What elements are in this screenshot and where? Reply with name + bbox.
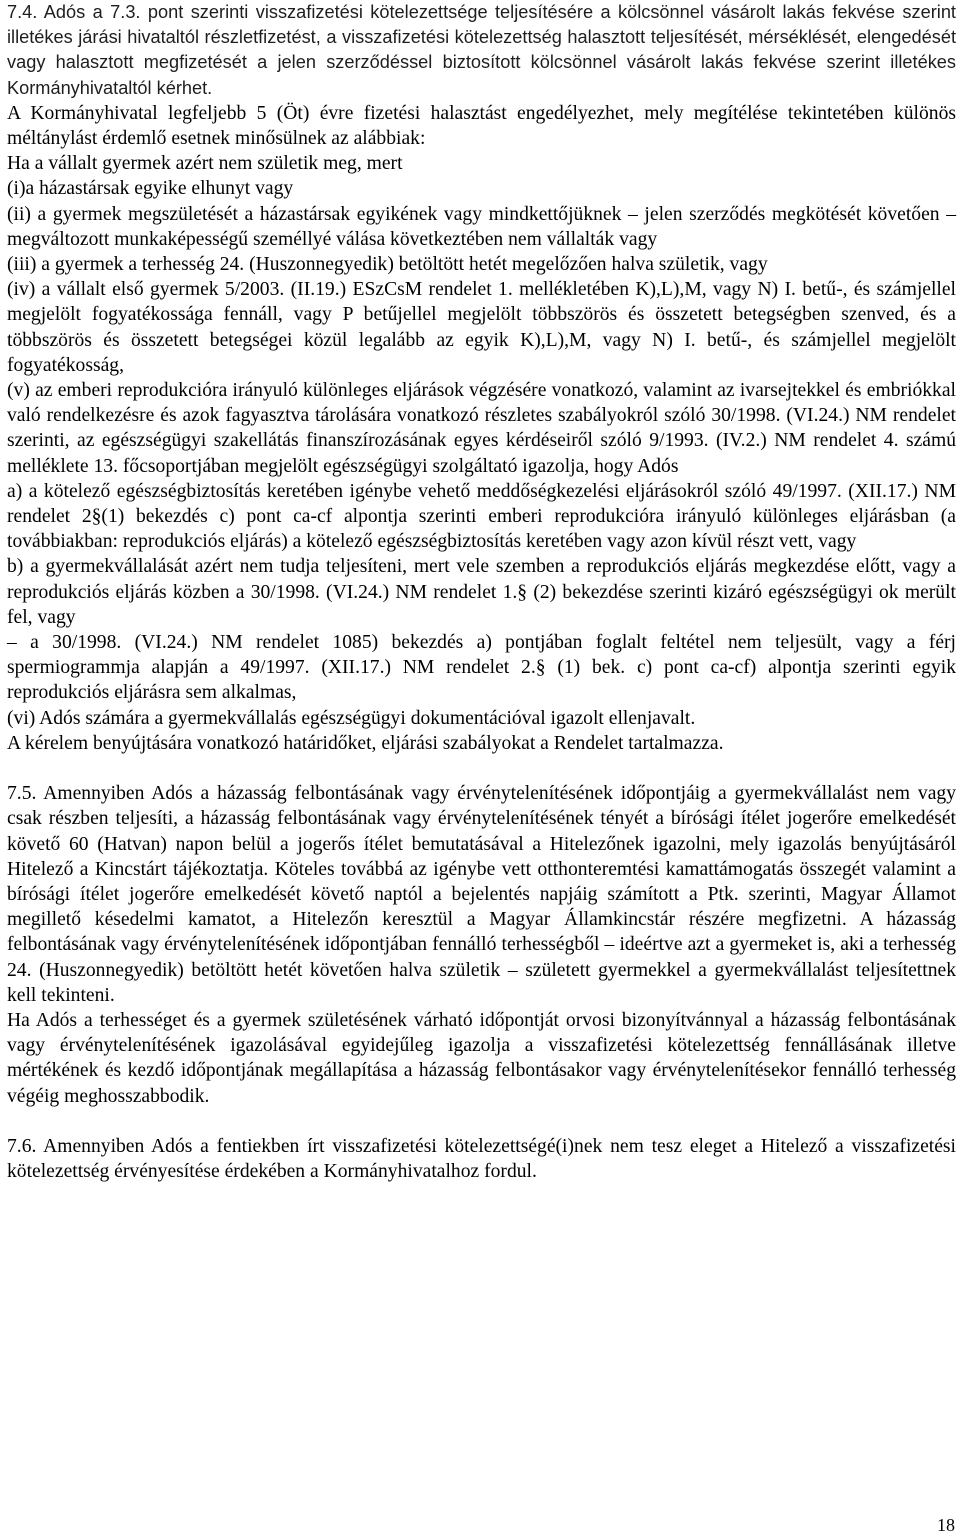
section-7-5-paragraph: Ha Adós a terhességet és a gyermek születésének várható időpontját orvosi bizonyítvánnyal a házasság felbontásának vagy érvénytelenítésének igazolásával egyidejűleg igazolja a visszafizetési kötelezettség fennállásának illetve mértékének és kezdő időpontjának megállapítása a házasság felbontásakor vagy érvénytelenítésekor fennálló terhesség végéig meghosszabbodik.: [7, 1009, 956, 1107]
paragraph-spacer: [7, 756, 956, 781]
section-7-4-list-item: (v) az emberi reprodukcióra irányuló különleges eljárások végzésére vonatkozó, valamint az ivarsejtekkel és embriókkal való rendelkezésre és azok fagyasztva tárolására vonatkozó részletes szabályokról szóló 30/1998. (VI.24.) NM rendelet szerinti, az egészségügyi szakellátás finanszírozásának egyes kérdéseiről szóló 9/1993. (IV.2.) NM rendelet 4. számú melléklete 13. főcsoportjában megjelölt egészségügyi szolgáltató igazolja, hogy Adós: [7, 380, 956, 477]
document-page: [7, 0, 956, 1184]
section-7-4-intro: 7.4. Adós a 7.3. pont szerinti visszafizetési kötelezettsége teljesítésére a kölcsönnel vásárolt lakás fekvése szerint illetékes járási hivataltól részletfizetést, a visszafizetési kötelezettség halasztott teljesítését, mérséklését, elengedését vagy halasztott megfizetését a jelen szerződéssel biztosított kölcsönnel vásárolt lakás fekvése szerint illetékes Kormányhivataltól kérhet.: [7, 2, 956, 98]
section-7-4-sub-item: – a 30/1998. (VI.24.) NM rendelet 1085) bekezdés a) pontjában foglalt feltétel nem teljesült, vagy a férj spermiogrammja alapján a 49/1997. (XII.17.) NM rendelet 2.§ (1) bek. c) pont ca-cf) alpontja szerinti egyik reprodukciós eljárásra sem alkalmas,: [7, 632, 956, 704]
section-7-4-sub-item: a) a kötelező egészségbiztosítás keretében igénybe vehető meddőségkezelési eljárásokról szóló 49/1997. (XII.17.) NM rendelet 2§(1) bekezdés c) pont ca-cf alpontja szerinti emberi reprodukcióra irányuló különleges eljárásban (a továbbiakban: reprodukciós eljárás) a kötelező egészségbiztosítás keretében vagy azon kívül részt vett, vagy: [7, 480, 956, 553]
section-7-4-list-item: (iii) a gyermek a terhesség 24. (Huszonnegyedik) betöltött hetét megelőzően halva születik, vagy: [7, 254, 768, 276]
section-7-4-list-item: (vi) Adós számára a gyermekvállalás egészségügyi dokumentációval igazolt ellenjavalt.: [7, 707, 696, 729]
section-7-4-list-item: (iv) a vállalt első gyermek 5/2003. (II.19.) ESzCsM rendelet 1. mellékletében K),L),M, vagy N) I. betű-, és számjellel megjelölt fogyatékossága fennáll, vagy P betűjellel megjelölt többszörös és összetett betegségben szenved, és a többszörös és összetett betegségei közül legalább az egyik K),L),M, vagy N) I. betű-, és számjellel megjelölt fogyatékosság,: [7, 279, 956, 376]
section-7-4-paragraph: Ha a vállalt gyermek azért nem születik meg, mert: [7, 153, 403, 175]
section-7-4-sub-item: b) a gyermekvállalását azért nem tudja teljesíteni, mert vele szemben a reprodukciós eljárás megkezdése előtt, vagy a reprodukciós eljárás közben a 30/1998. (VI.24.) NM rendelet 1.§ (2) bekezdése szerinti kizáró egészségügyi ok merült fel, vagy: [7, 556, 956, 628]
section-7-5-paragraph: 7.5. Amennyiben Adós a házasság felbontásának vagy érvénytelenítésének időpontjáig a gyermekvállalást nem vagy csak részben teljesíti, a házasság felbontásának vagy érvénytelenítésének tényét a bírósági ítélet jogerőre emelkedését követő 60 (Hatvan) napon belül a jogerős ítélet bemutatásával a Hitelezőnek igazolni, mely igazolás benyújtásáról Hitelező a Kincstárt tájékoztatja. Köteles továbbá az igénybe vett otthonteremtési kamattámogatás összegét valamint a bírósági ítélet jogerőre emelkedését követő naptól a bejelentés napjáig számított a Ptk. szerinti, Magyar Államot megillető késedelmi kamatot, a Hitelezőn keresztül a Magyar Államkincstár részére megfizetni. A házasság felbontásának vagy érvénytelenítésének időpontjában fennálló terhességből – ideértve azt a gyermeket is, aki a terhesség 24. (Huszonnegyedik) betöltött hetét követően halva születik – született gyermekkel a gyermekvállalást teljesítettnek kell tekinteni.: [7, 783, 956, 1006]
section-7-4-intro-block: [7, 0, 956, 101]
paragraph-spacer: [7, 1109, 956, 1134]
section-7-4-list-item: (i)a házastársak egyike elhunyt vagy: [7, 178, 294, 200]
section-7-4-paragraph: A kérelem benyújtására vonatkozó határidőket, eljárási szabályokat a Rendelet tartalmazza.: [7, 732, 724, 754]
section-7-6-paragraph: 7.6. Amennyiben Adós a fentiekben írt visszafizetési kötelezettségé(i)nek nem tesz eleget a Hitelező a visszafizetési kötelezettség érvényesítése érdekében a Kormányhivatalhoz fordul.: [7, 1135, 956, 1182]
page-number: 18: [937, 1515, 955, 1535]
section-7-4-paragraph: A Kormányhivatal legfeljebb 5 (Öt) évre fizetési halasztást engedélyezhet, mely megítélése tekintetében különös méltánylást érdemlő esetnek minősülnek az alábbiak:: [7, 102, 956, 150]
section-7-4-list-item: (ii) a gyermek megszületését a házastársak egyikének vagy mindkettőjüknek – jelen szerződés megkötését követően – megváltozott munkaképességű személlyé válása következtében nem vállalták vagy: [7, 203, 956, 250]
